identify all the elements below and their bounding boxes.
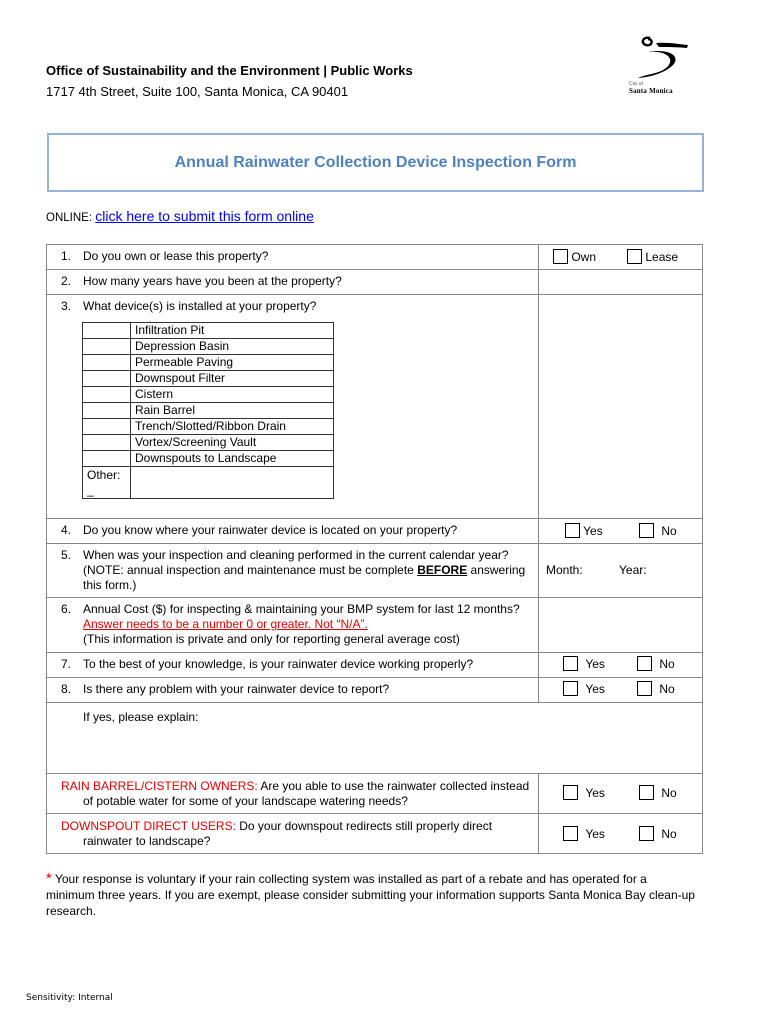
online-submit-link[interactable]: click here to submit this form online xyxy=(95,208,314,224)
q8-text: Is there any problem with your rainwater device to report? xyxy=(83,682,390,696)
q5-text-end: answering this form.) xyxy=(83,563,526,592)
q8-yes-checkbox[interactable] xyxy=(563,681,578,696)
device-checkbox-cell[interactable] xyxy=(83,451,131,467)
explain-row xyxy=(47,703,703,774)
downspout-row xyxy=(47,814,703,854)
question-row-7 xyxy=(47,653,703,678)
logo-city-of: City of xyxy=(629,82,644,87)
device-item: Depression Basin xyxy=(131,339,334,355)
note-asterisk: * xyxy=(46,870,52,887)
other-label: Other: xyxy=(87,468,121,482)
online-label: ONLINE: xyxy=(46,212,93,224)
lease-checkbox[interactable] xyxy=(627,249,642,264)
question-row-1 xyxy=(47,245,703,270)
q1-text: Do you own or lease this property? xyxy=(83,249,269,263)
q8-yes-label: Yes xyxy=(585,682,605,696)
logo-city-name: Santa Monica xyxy=(629,87,673,95)
q4-yes-checkbox[interactable] xyxy=(565,523,580,538)
rain-barrel-row xyxy=(47,774,703,814)
logo-wordmark xyxy=(629,82,673,95)
device-checkbox-cell[interactable] xyxy=(83,355,131,371)
other-blank: _ xyxy=(87,483,94,497)
q4-number: 4. xyxy=(61,523,72,537)
device-item: Trench/Slotted/Ribbon Drain xyxy=(131,419,334,435)
q6-privacy-note: (This information is private and only for reporting general average cost) xyxy=(83,632,460,646)
q6-warning: Answer needs to be a number 0 or greater. Not “N/A”. xyxy=(83,617,368,631)
question-row-3 xyxy=(47,295,703,519)
explain-field[interactable] xyxy=(47,703,703,774)
years-answer-field[interactable] xyxy=(539,270,703,295)
device-item: Permeable Paving xyxy=(131,355,334,371)
q4-yes-label: Yes xyxy=(583,524,603,538)
downspout-yes-checkbox[interactable] xyxy=(563,826,578,841)
q1-number: 1. xyxy=(61,249,72,263)
device-item: Downspouts to Landscape xyxy=(131,451,334,467)
rain-barrel-no-checkbox[interactable] xyxy=(639,785,654,800)
q4-no-checkbox[interactable] xyxy=(639,523,654,538)
device-checkbox-cell[interactable] xyxy=(83,387,131,403)
own-checkbox[interactable] xyxy=(553,249,568,264)
month-label: Month: xyxy=(546,563,583,577)
online-submit-line xyxy=(46,208,314,224)
q3-text: What device(s) is installed at your property? xyxy=(83,299,317,313)
device-checkbox-cell[interactable] xyxy=(83,339,131,355)
device-item: Infiltration Pit xyxy=(131,323,334,339)
q7-number: 7. xyxy=(61,657,72,671)
question-row-8 xyxy=(47,678,703,703)
device-checkbox-cell[interactable] xyxy=(83,403,131,419)
rain-barrel-heading: RAIN BARREL/CISTERN OWNERS: xyxy=(61,779,258,793)
annual-cost-field[interactable] xyxy=(539,598,703,653)
downspout-no-label: No xyxy=(661,827,677,841)
question-row-4 xyxy=(47,519,703,544)
sensitivity-footer: Sensitivity: Internal xyxy=(26,993,113,1003)
device-checkbox-cell[interactable] xyxy=(83,323,131,339)
note-text: Your response is voluntary if your rain collecting system was installed as part of a rebate and has operated for a minimum three years. If you are exempt, please consider submitting your information supports Santa Monica Bay clean-up research. xyxy=(46,872,695,918)
q7-text: To the best of your knowledge, is your rainwater device working properly? xyxy=(83,657,474,671)
other-device-field[interactable] xyxy=(131,467,334,499)
q6-text: Annual Cost ($) for inspecting & maintaining your BMP system for last 12 months? xyxy=(83,602,520,616)
downspout-no-checkbox[interactable] xyxy=(639,826,654,841)
rain-barrel-yes-label: Yes xyxy=(585,786,605,800)
office-address: 1717 4th Street, Suite 100, Santa Monica, CA 90401 xyxy=(46,84,349,99)
inspection-form-table xyxy=(46,244,703,854)
rain-barrel-text: Are you able to use the rainwater collected instead of potable water for some of your landscape watering needs? xyxy=(83,779,530,808)
downspout-heading: DOWNSPOUT DIRECT USERS: xyxy=(61,819,236,833)
device-item: Rain Barrel xyxy=(131,403,334,419)
own-label: Own xyxy=(571,250,597,264)
q5-text: When was your inspection and cleaning performed in the current calendar year? (NOTE: annual inspection and maintenance must be complete xyxy=(83,548,509,577)
device-item: Cistern xyxy=(131,387,334,403)
q7-no-checkbox[interactable] xyxy=(637,656,652,671)
question-row-5 xyxy=(47,544,703,598)
lease-label: Lease xyxy=(645,250,679,264)
device-checkbox-cell[interactable] xyxy=(83,419,131,435)
device-item: Downspout Filter xyxy=(131,371,334,387)
q3-number: 3. xyxy=(61,299,72,313)
rain-barrel-no-label: No xyxy=(661,786,677,800)
q8-no-label: No xyxy=(659,682,675,696)
voluntary-note xyxy=(46,871,696,919)
year-label: Year: xyxy=(619,563,647,577)
explain-label: If yes, please explain: xyxy=(83,710,199,724)
q8-no-checkbox[interactable] xyxy=(637,681,652,696)
downspout-text: Do your downspout redirects still properly direct rainwater to landscape? xyxy=(83,819,493,848)
q2-text: How many years have you been at the property? xyxy=(83,274,342,288)
question-row-2 xyxy=(47,270,703,295)
form-title: Annual Rainwater Collection Device Inspection Form xyxy=(174,153,577,171)
device-checkbox-cell[interactable] xyxy=(83,371,131,387)
form-title-box xyxy=(47,133,704,192)
q6-number: 6. xyxy=(61,602,72,616)
q7-no-label: No xyxy=(659,657,675,671)
office-heading: Office of Sustainability and the Environment | Public Works xyxy=(46,63,413,78)
q7-yes-label: Yes xyxy=(585,657,605,671)
downspout-yes-label: Yes xyxy=(585,827,605,841)
device-list-table xyxy=(82,322,334,499)
q4-text: Do you know where your rainwater device is located on your property? xyxy=(83,523,458,537)
q5-before-emphasis: BEFORE xyxy=(417,563,468,577)
question-row-6 xyxy=(47,598,703,653)
device-item: Vortex/Screening Vault xyxy=(131,435,334,451)
q5-number: 5. xyxy=(61,548,72,562)
device-checkbox-cell[interactable] xyxy=(83,435,131,451)
q2-number: 2. xyxy=(61,274,72,288)
device-answer-field[interactable] xyxy=(539,295,703,519)
q8-number: 8. xyxy=(61,682,72,696)
q4-no-label: No xyxy=(661,524,677,538)
q7-yes-checkbox[interactable] xyxy=(563,656,578,671)
rain-barrel-yes-checkbox[interactable] xyxy=(563,785,578,800)
